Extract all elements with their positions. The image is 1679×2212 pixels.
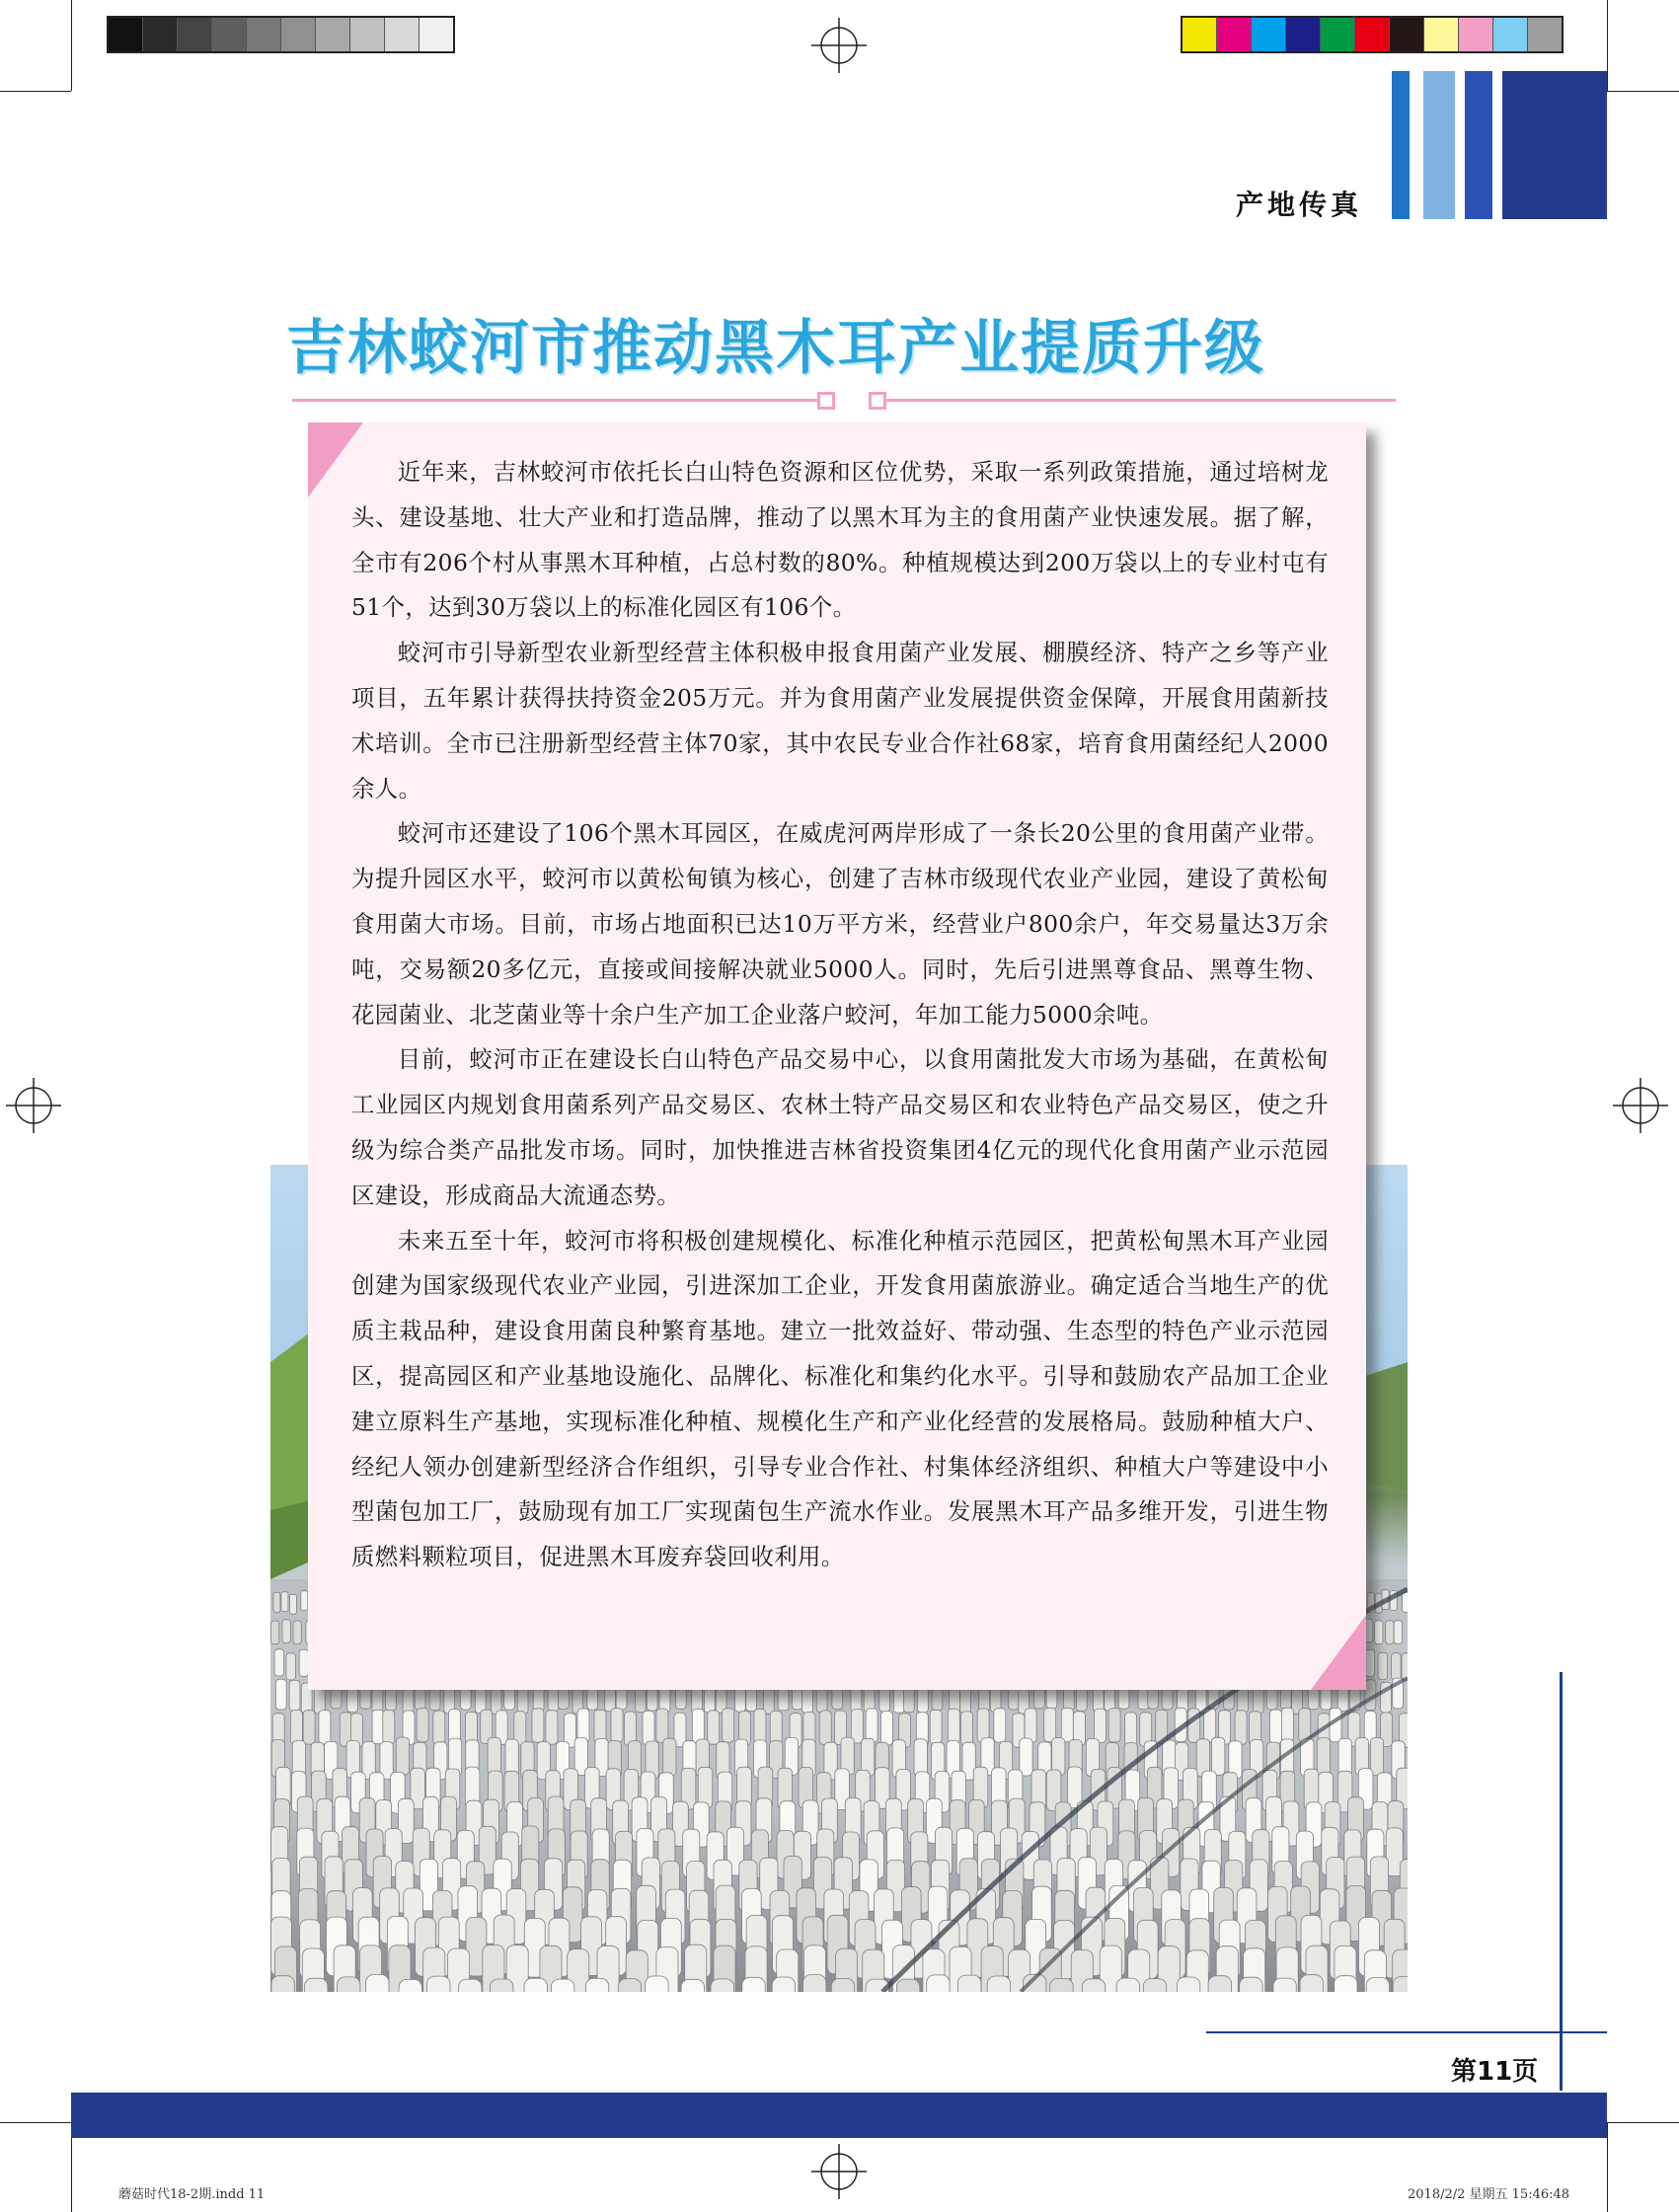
mushroom-bag-shape: [770, 1711, 782, 1744]
mushroom-bag-shape: [1366, 1978, 1389, 1993]
mushroom-bag-shape: [723, 1709, 734, 1742]
mushroom-bag-shape: [1061, 1708, 1073, 1741]
mushroom-bag-shape: [271, 1976, 294, 1992]
mushroom-bag-shape: [692, 1709, 704, 1742]
crop-mark: [1607, 2122, 1679, 2123]
mushroom-bag-shape: [532, 1709, 544, 1742]
mushroom-bag-shape: [524, 1978, 547, 1992]
article-paragraph: 蛟河市引导新型农业新型经营主体积极申报食用菌产业发展、棚膜经济、特产之乡等产业项目，五年累计获得扶持资金205万元。并为食用菌产业发展提供资金保障，开展食用菌新技术培训。全市已注册新型经营主体70家，其中农民专业合作社68家，培育食用菌经纪人2000余人。: [351, 639, 1329, 802]
mushroom-bag-shape: [961, 1712, 973, 1745]
mushroom-bag-shape: [1338, 1738, 1351, 1776]
mushroom-bag-shape: [742, 1977, 765, 1992]
color-swatch: [1355, 18, 1390, 51]
mushroom-bag-shape: [290, 1711, 302, 1744]
color-swatch: [178, 18, 212, 51]
color-swatch: [1459, 18, 1493, 51]
article-title: 吉林蛟河市推动黑木耳产业提质升级: [286, 314, 1265, 383]
mushroom-bag-shape: [1204, 1709, 1216, 1742]
mushroom-bag-shape: [303, 1711, 315, 1744]
header-accent-bar: [1392, 71, 1410, 219]
color-swatch: [385, 18, 420, 51]
article-paragraph: 未来五至十年，蛟河市将积极创建规模化、标准化种植示范园区，把黄松甸黑木耳产业园创建为国家级现代农业产业园，引进深加工企业，开发食用菌旅游业。确定适合当地生产的优质主栽品种，建设食用菌良种繁育基地。建立一批效益好、带动强、生态型的特色产业示范园区，提高园区和产业基地设施化、品牌化、标准化和集约化水平。引导和鼓励农产品加工企业建立原料生产基地，实现标准化种植、规模化生产和产业化经营的发展格局。鼓励种植大户、经纪人领办创建新型经济合作组织，引导专业合作社、村集体经济组织、种植大户等建设中小型菌包加工厂，鼓励现有加工厂实现菌包生产流水作业。发展黑木耳产品多维开发，引进生物质燃料颗粒项目，促进黑木耳废弃袋回收利用。: [351, 1226, 1329, 1571]
mushroom-bag-shape: [611, 1709, 623, 1742]
slug-file-info: 蘑菇时代18-2期.indd 11: [118, 2187, 266, 2202]
mushroom-bag-shape: [286, 1653, 296, 1680]
color-swatch: [247, 18, 281, 51]
color-swatch: [143, 18, 178, 51]
footer-horizontal-rule: [1206, 2031, 1607, 2033]
registration-mark-icon: [811, 2144, 867, 2199]
panel-corner-ornament: [1311, 1615, 1366, 1690]
header-accent-bar: [1423, 71, 1455, 219]
footer-band: [71, 2093, 1607, 2138]
mushroom-bag-shape: [1270, 1710, 1282, 1743]
mushroom-bag-shape: [1125, 1713, 1137, 1746]
color-swatch: [1217, 18, 1252, 51]
color-swatch: [1286, 18, 1321, 51]
mushroom-bag-shape: [319, 1711, 331, 1744]
color-swatch: [1528, 18, 1562, 51]
mushroom-bag-shape: [896, 1979, 919, 1992]
color-swatch: [1390, 18, 1424, 51]
color-swatch: [1321, 18, 1355, 51]
mushroom-bag-shape: [281, 1592, 288, 1612]
mushroom-bag-shape: [1317, 1738, 1330, 1776]
mushroom-bag-shape: [930, 1710, 942, 1743]
mushroom-bag-shape: [289, 1680, 300, 1711]
gray-color-bar: [107, 16, 455, 53]
color-swatch: [316, 18, 350, 51]
mushroom-bag-shape: [851, 1710, 863, 1743]
mushroom-bag-shape: [711, 1979, 733, 1992]
mushroom-bag-shape: [656, 1709, 668, 1742]
mushroom-bag-shape: [1025, 1709, 1036, 1742]
mushroom-bag-shape: [646, 1976, 668, 1992]
mushroom-bag-shape: [1335, 1976, 1357, 1992]
mushroom-bag-shape: [772, 1977, 795, 1992]
process-color-bar: [1181, 16, 1564, 53]
mushroom-bag-shape: [663, 1738, 676, 1776]
mushroom-bag-shape: [1208, 1976, 1231, 1992]
mushroom-bag-shape: [1044, 1708, 1056, 1741]
mushroom-bag-shape: [643, 1711, 654, 1744]
article-paragraph: 蛟河市还建设了106个黑木耳园区，在威虎河两岸形成了一条长20公里的食用菌产业带。为提升园区水平，蛟河市以黄松甸镇为核心，创建了吉林市级现代农业产业园，建设了黄松甸食用菌大市场。目前，市场占地面积已达10万平方米，经营业户800余户，年交易量达3万余吨，交易额20多亿元，直接或间接解决就业5000人。同时，先后引进黑尊食品、黑尊生物、花园菌业、北芝菌业等十余户生产加工企业落户蛟河，年加工能力5000余吨。: [351, 819, 1329, 1029]
color-swatch: [109, 18, 143, 51]
mushroom-bag-shape: [1281, 1708, 1293, 1741]
crop-mark: [1607, 0, 1608, 91]
registration-mark-icon: [811, 18, 867, 73]
mushroom-bag-shape: [1212, 1737, 1225, 1775]
mushroom-bag-shape: [1050, 1978, 1073, 1992]
mushroom-bag-shape: [803, 1975, 826, 1992]
color-swatch: [350, 18, 385, 51]
mushroom-bag-shape: [551, 1979, 573, 1992]
section-tag: 产地传真: [1235, 189, 1362, 221]
mushroom-bag-shape: [958, 1975, 981, 1992]
mushroom-bag-shape: [1116, 1978, 1139, 1992]
color-swatch: [1493, 18, 1528, 51]
article-paragraph: 近年来，吉林蛟河市依托长白山特色资源和区位优势，采取一系列政策措施，通过培树龙头、建设基地、壮大产业和打造品牌，推动了以黑木耳为主的食用菌产业快速发展。据了解，全市有206个村从事黑木耳种植，占总村数的80%。种植规模达到200万袋以上的专业村屯有51个，达到30万袋以上的标准化园区有106个。: [351, 458, 1329, 622]
color-swatch: [1424, 18, 1459, 51]
mushroom-bag-shape: [488, 1737, 500, 1775]
header-accent-bar: [1465, 71, 1492, 219]
mushroom-bag-shape: [1300, 1975, 1323, 1992]
mushroom-bag-shape: [366, 1975, 389, 1993]
mushroom-bag-shape: [383, 1711, 395, 1744]
header-accent-bar: [1502, 71, 1607, 219]
title-ornament-icon: [817, 392, 835, 410]
color-swatch: [281, 18, 316, 51]
color-swatch: [1252, 18, 1286, 51]
mushroom-bag-shape: [1402, 1653, 1408, 1680]
mushroom-bag-shape: [1082, 1979, 1105, 1992]
mushroom-bag-shape: [275, 1679, 286, 1710]
mushroom-bag-shape: [819, 1711, 831, 1744]
mushroom-bag-shape: [681, 1979, 704, 1992]
mushroom-bag-shape: [866, 1709, 878, 1742]
mushroom-bag-shape: [338, 1977, 360, 1992]
registration-mark-icon: [6, 1078, 61, 1133]
mushroom-bag-shape: [293, 1621, 301, 1644]
title-rule: [886, 399, 1396, 402]
mushroom-bag-shape: [1370, 1738, 1383, 1776]
title-rule: [292, 399, 817, 402]
mushroom-bag-shape: [1095, 1709, 1107, 1742]
mushroom-bag-shape: [625, 1712, 637, 1745]
color-swatch: [212, 18, 247, 51]
mushroom-bag-shape: [1240, 1977, 1262, 1992]
mushroom-bag-shape: [1392, 1653, 1402, 1680]
mushroom-bag-shape: [289, 1594, 296, 1614]
mushroom-bag-shape: [1394, 1621, 1402, 1644]
mushroom-bag-shape: [880, 1712, 892, 1745]
mushroom-bag-shape: [372, 1710, 384, 1743]
mushroom-bag-shape: [433, 1711, 445, 1744]
mushroom-bag-shape: [271, 1621, 279, 1644]
mushroom-bag-shape: [927, 1975, 950, 1992]
mushroom-bag-shape: [1273, 1978, 1296, 1992]
crop-mark: [1607, 91, 1679, 92]
title-ornament-icon: [869, 392, 886, 410]
mushroom-bag-shape: [618, 1979, 641, 1992]
mushroom-bag-shape: [491, 1979, 513, 1992]
mushroom-bag-shape: [1177, 1977, 1199, 1992]
mushroom-bag-shape: [708, 1711, 720, 1744]
mushroom-bag-shape: [1020, 1738, 1032, 1776]
mushroom-bag-shape: [274, 1649, 284, 1676]
mushroom-bag-shape: [427, 1976, 450, 1992]
mushroom-bag-shape: [1108, 1709, 1120, 1742]
footer-vertical-rule: [1560, 1672, 1563, 2091]
mushroom-bag-shape: [1378, 1652, 1388, 1679]
mushroom-bag-shape: [994, 1709, 1006, 1742]
mushroom-bag-shape: [977, 1709, 989, 1742]
mushroom-bag-shape: [1386, 1621, 1394, 1644]
mushroom-bag-shape: [396, 1737, 409, 1775]
mushroom-bag-shape: [459, 1979, 482, 1992]
mushroom-bag-shape: [1393, 1977, 1408, 1992]
crop-mark: [0, 91, 71, 92]
slug-timestamp: 2018/2/2 星期五 15:46:48: [1408, 2187, 1570, 2202]
mushroom-bag-shape: [1403, 1592, 1408, 1612]
mushroom-bag-shape: [948, 1709, 959, 1742]
mushroom-bag-shape: [417, 1708, 428, 1741]
mushroom-bag-shape: [546, 1711, 558, 1744]
mushroom-bag-shape: [305, 1978, 328, 1992]
mushroom-bag-shape: [1143, 1979, 1166, 1992]
crop-mark: [71, 0, 72, 91]
article-paragraph: 目前，蛟河市正在建设长白山特色产品交易中心，以食用菌批发大市场为基础，在黄松甸工业园区内规划食用菌系列产品交易区、农林土特产品交易区和农业特色产品交易区，使之升级为综合类产品批发市场。同时，加快推进吉林省投资集团4亿元的现代化食用菌产业示范园区建设，形成商品大流通态势。: [351, 1045, 1329, 1209]
mushroom-bag-shape: [282, 1620, 290, 1643]
crop-mark: [1607, 2122, 1608, 2212]
mushroom-bag-shape: [399, 1979, 421, 1992]
mushroom-bag-shape: [754, 1710, 766, 1743]
registration-mark-icon: [1613, 1078, 1668, 1133]
mushroom-bag-shape: [301, 1591, 308, 1611]
crop-mark: [0, 2122, 71, 2123]
mushroom-bag-shape: [987, 1976, 1010, 1992]
article-body-panel: [308, 422, 1366, 1690]
color-swatch: [420, 18, 453, 51]
page-number: 第11页: [1451, 2057, 1539, 2087]
mushroom-bag-shape: [831, 1978, 854, 1992]
mushroom-bag-shape: [914, 1739, 927, 1777]
color-swatch: [1183, 18, 1217, 51]
mushroom-bag-shape: [273, 1592, 280, 1612]
mushroom-bag-shape: [1235, 1711, 1247, 1744]
mushroom-bag-shape: [585, 1978, 608, 1992]
